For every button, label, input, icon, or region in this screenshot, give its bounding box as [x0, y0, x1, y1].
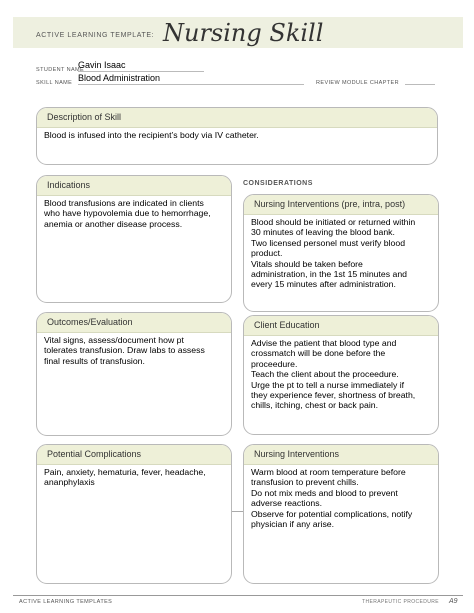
skill-name-value[interactable]: Blood Administration — [78, 73, 161, 83]
page-title: Nursing Skill — [163, 19, 324, 47]
template-label: ACTIVE LEARNING TEMPLATE: — [36, 32, 155, 39]
nursing-interventions-pre-title: Nursing Interventions (pre, intra, post) — [244, 195, 438, 215]
nursing-interventions-card — [243, 444, 439, 584]
student-name-underline — [78, 71, 204, 72]
client-education-card — [243, 315, 439, 435]
nursing-interventions-pre-card — [243, 194, 439, 312]
outcomes-title: Outcomes/Evaluation — [37, 313, 231, 333]
indications-card — [36, 175, 232, 303]
review-module-label: REVIEW MODULE CHAPTER — [316, 80, 399, 86]
nursing-interventions-pre-text[interactable]: Blood should be initiated or returned within 30 minutes of leaving the blood bank. Two licensed personel must verify blood product. Vitals should be taken before administration, in the 1st 15 minutes and every 15 minutes after administration. — [251, 217, 416, 290]
description-title: Description of Skill — [37, 108, 437, 128]
connector-line — [232, 511, 243, 512]
outcomes-text[interactable]: Vital signs, assess/document how pt tolerates transfusion. Draw labs to assess final results of transfusion. — [44, 335, 205, 366]
page-number: A9 — [449, 598, 458, 605]
potential-complications-text[interactable]: Pain, anxiety, hematuria, fever, headache, ananphylaxis — [44, 467, 206, 488]
description-text[interactable]: Blood is infused into the recipient’s body via IV catheter. — [44, 130, 259, 140]
student-name-value[interactable]: Gavin Isaac — [78, 60, 126, 70]
skill-name-underline — [78, 84, 304, 85]
potential-complications-title: Potential Complications — [37, 445, 231, 465]
client-education-title: Client Education — [244, 316, 438, 336]
footer-left-label: ACTIVE LEARNING TEMPLATES — [19, 599, 113, 605]
indications-title: Indications — [37, 176, 231, 196]
outcomes-card — [36, 312, 232, 436]
footer-divider — [13, 595, 463, 596]
indications-text[interactable]: Blood transfusions are indicated in clients who have hypovolemia due to hemorrhage, anemia or another disease process. — [44, 198, 211, 229]
nursing-interventions-title: Nursing Interventions — [244, 445, 438, 465]
client-education-text[interactable]: Advise the patient that blood type and crossmatch will be done before the proceedure. Teach the client about the proceedure. Urge the pt to tell a nurse immediately if they experience fever, shortness of breath, chills, itching, chest or back pain. — [251, 338, 416, 411]
description-card — [36, 107, 438, 165]
considerations-heading: CONSIDERATIONS — [243, 180, 313, 187]
skill-name-label: SKILL NAME — [36, 80, 73, 86]
student-name-label: STUDENT NAME — [36, 67, 85, 73]
nursing-interventions-text[interactable]: Warm blood at room temperature before transfusion to prevent chills. Do not mix meds and blood to prevent adverse reactions. Observe for potential complications, notify physician if any arise. — [251, 467, 413, 530]
review-module-underline — [405, 84, 435, 85]
potential-complications-card — [36, 444, 232, 584]
footer-right-label: THERAPEUTIC PROCEDURE — [362, 599, 440, 605]
